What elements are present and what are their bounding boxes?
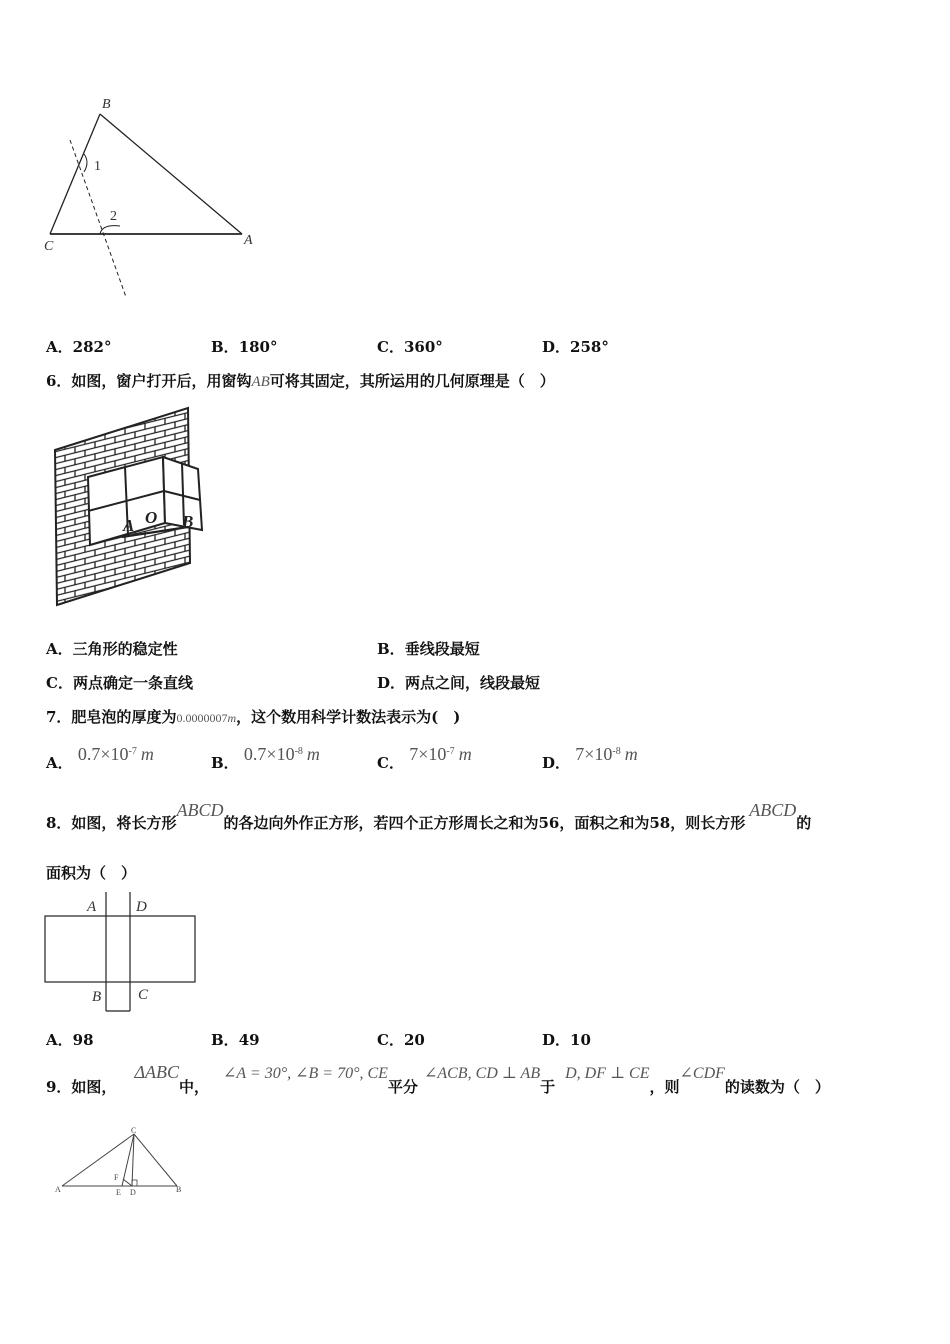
option-b-q7[interactable]: B． $0.7\times 10^{-8}$ m	[211, 744, 320, 772]
option-a-q7[interactable]: A． $0.7\times 10^{-7}$ m	[46, 744, 154, 772]
option-d-q6[interactable]: D．两点之间，线段最短	[377, 674, 541, 692]
question-7: 7．肥皂泡的厚度为0.0000007m，这个数用科学计数法表示为( )	[46, 708, 461, 726]
option-a-q6[interactable]: A．三角形的稳定性	[46, 640, 178, 658]
option-c-q8[interactable]: C．20	[377, 1031, 425, 1049]
triangle-figure-q9	[52, 1124, 192, 1199]
option-c-q5[interactable]: C．360°	[377, 338, 443, 356]
rect-label-c: C	[138, 987, 149, 1003]
small-label-c: C	[131, 1126, 137, 1135]
angle-label-1: 1	[94, 159, 101, 174]
option-a-q5[interactable]: A．282°	[46, 338, 112, 356]
option-d-q7[interactable]: D． $7\times 10^{-8}$ m	[542, 744, 638, 772]
vertex-label-c: C	[44, 239, 54, 254]
window-label-o: O	[145, 508, 158, 527]
vertex-label-b: B	[102, 97, 111, 112]
triangle-figure-q5	[40, 92, 270, 307]
option-c-q7[interactable]: C． $7\times 10^{-7}$ m	[377, 744, 472, 772]
question-8: 8．如图，将长方形ABCD的各边向外作正方形，若四个正方形周长之和为56，面积之和为58，则长方形ABCD的	[46, 800, 812, 832]
small-label-d: D	[130, 1188, 136, 1197]
option-b-q6[interactable]: B．垂线段最短	[377, 640, 480, 658]
vertex-label-a: A	[244, 233, 253, 248]
rect-label-b: B	[92, 989, 102, 1005]
angle-label-2: 2	[110, 209, 117, 224]
question-8-line-2: 面积为（ ）	[46, 864, 137, 882]
option-b-q8[interactable]: B．49	[211, 1031, 260, 1049]
rect-label-a: A	[87, 899, 97, 915]
option-a-q8[interactable]: A．98	[46, 1031, 94, 1049]
window-label-a: A	[123, 516, 135, 535]
small-label-f: F	[114, 1173, 119, 1182]
window-label-b: B	[182, 512, 194, 531]
question-6: 6．如图，窗户打开后，用窗钩AB可将其固定，其所运用的几何原理是（ ）	[46, 372, 555, 390]
option-d-q5[interactable]: D．258°	[542, 338, 609, 356]
window-figure-q6	[50, 405, 210, 610]
small-label-a: A	[55, 1185, 61, 1194]
question-9: 9．如图，ΔABC中，∠A = 30°, ∠B = 70°, CE平分∠ACB, CD ⊥ AB于D, DF ⊥ CE，则∠CDF的读数为（ ）	[46, 1062, 830, 1096]
small-label-e: E	[116, 1188, 121, 1197]
option-b-q5[interactable]: B．180°	[211, 338, 278, 356]
option-c-q6[interactable]: C．两点确定一条直线	[46, 674, 193, 692]
rectangle-figure-q8	[40, 892, 205, 1017]
small-label-b: B	[176, 1185, 182, 1194]
rect-label-d: D	[136, 899, 147, 915]
option-d-q8[interactable]: D．10	[542, 1031, 591, 1049]
